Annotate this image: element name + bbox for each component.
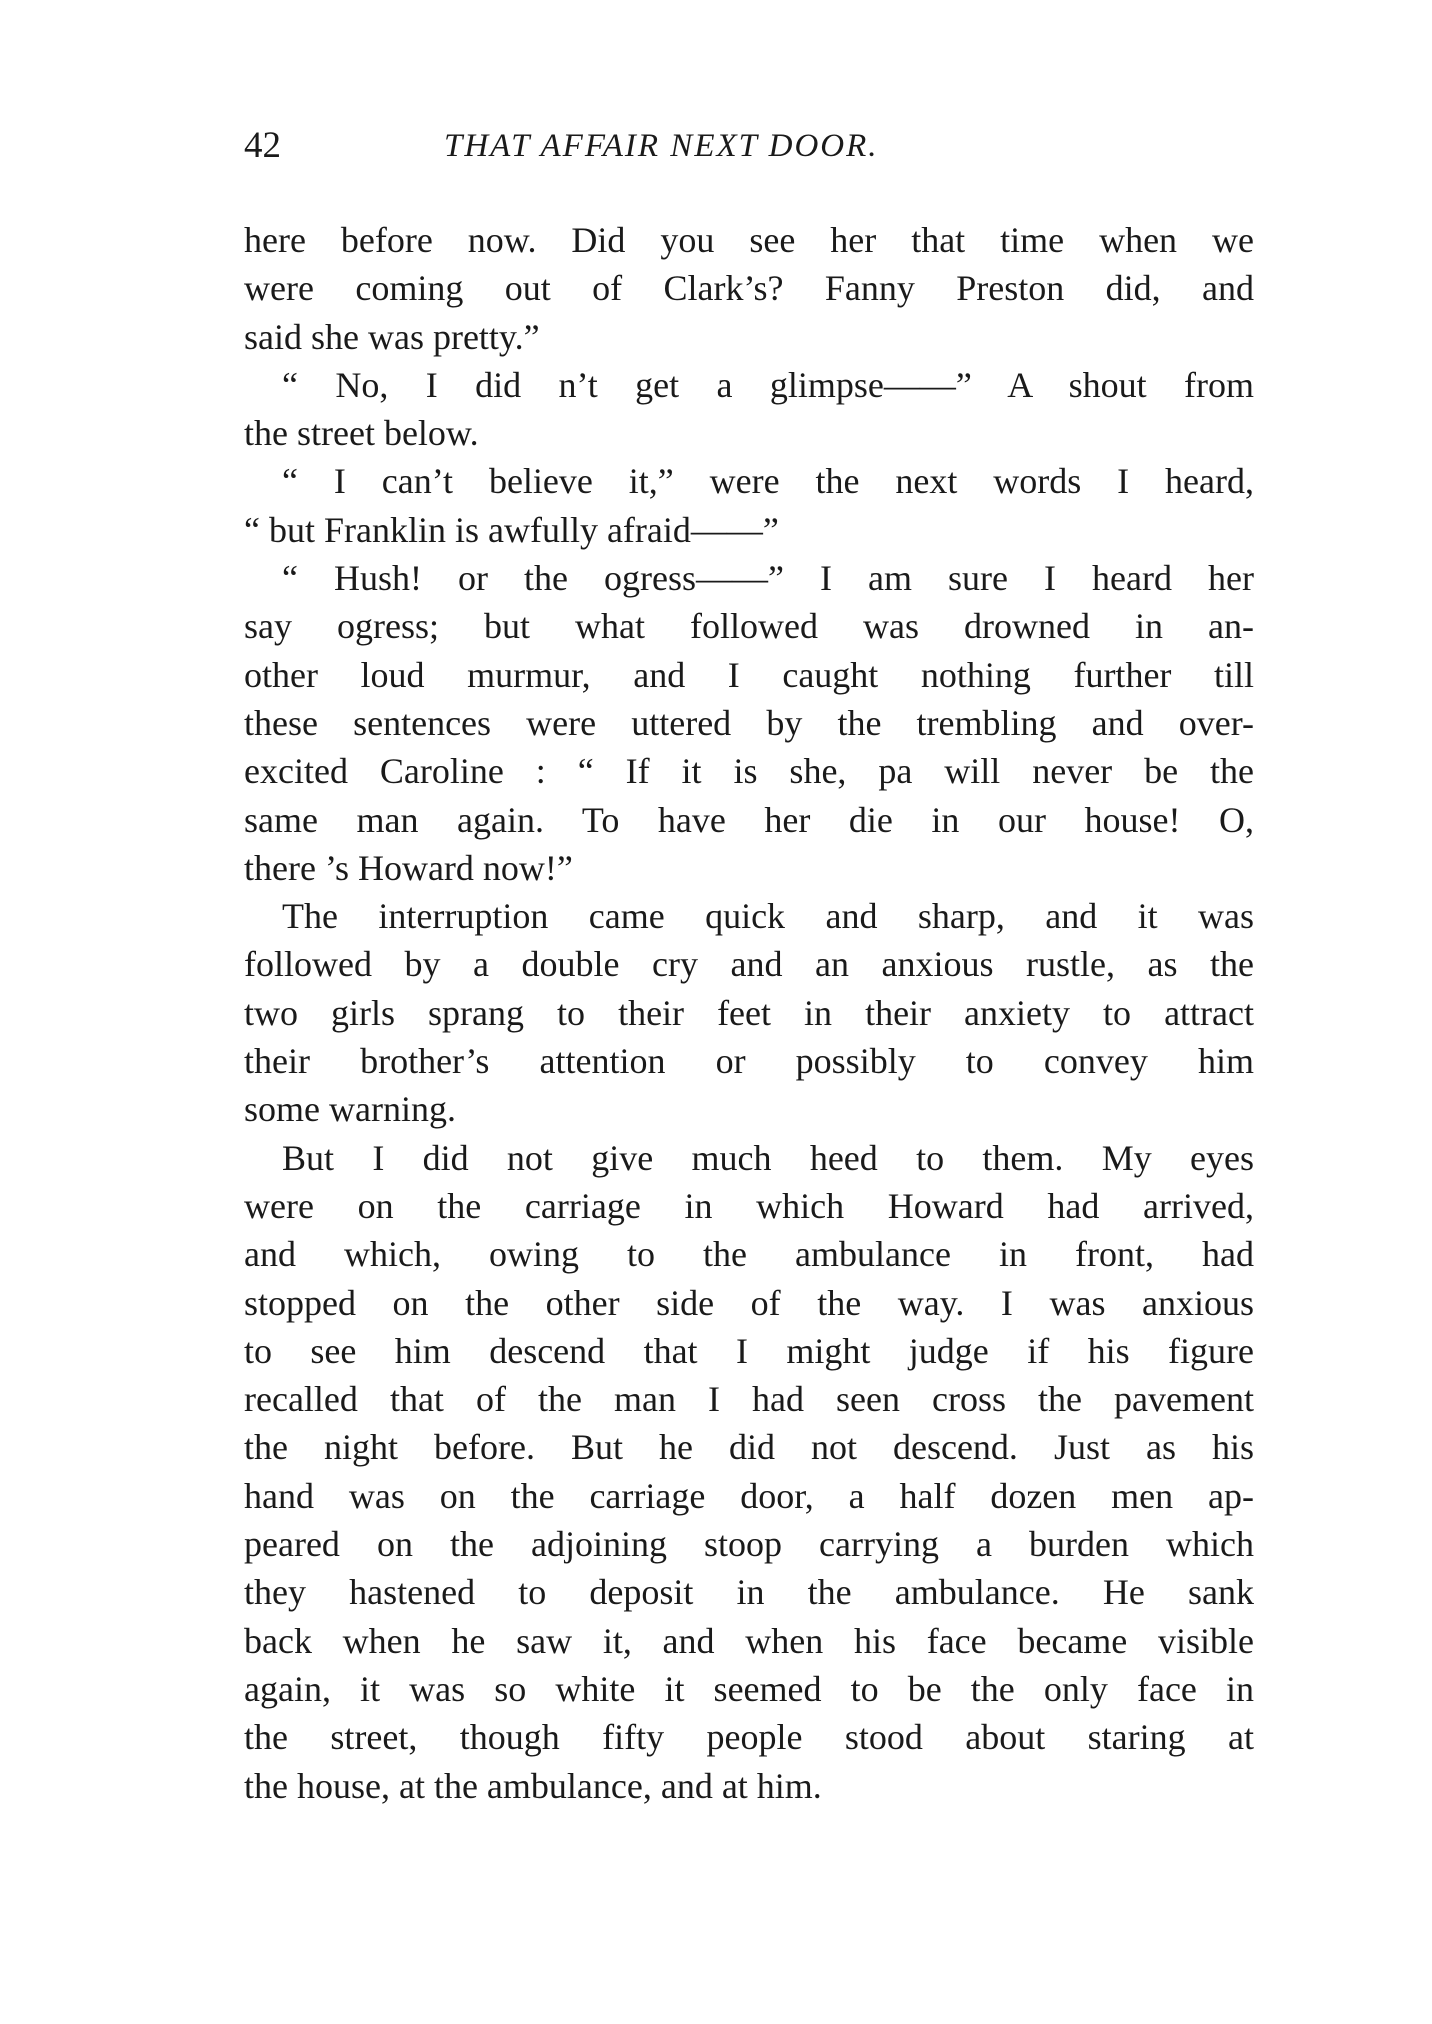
text-line: “ I can’t believe it,” were the next words I heard, <box>282 461 1254 502</box>
text-line: other loud murmur, and I caught nothing further till <box>244 654 1254 695</box>
text-line: some warning. <box>244 1089 456 1130</box>
text-line: same man again. To have her die in our house! O, <box>244 799 1254 840</box>
page-number: 42 <box>244 125 281 166</box>
text-line: were coming out of Clark’s? Fanny Preston did, and <box>244 268 1254 309</box>
text-line: they hastened to deposit in the ambulance. He sank <box>244 1572 1254 1613</box>
text-line: back when he saw it, and when his face became visible <box>244 1620 1254 1661</box>
text-line: The interruption came quick and sharp, and it was <box>282 896 1254 937</box>
text-line: “ Hush! or the ogress——” I am sure I heard her <box>282 558 1254 599</box>
text-line: the night before. But he did not descend. Just as his <box>244 1427 1254 1468</box>
text-line: peared on the adjoining stoop carrying a burden which <box>244 1524 1254 1565</box>
text-line: recalled that of the man I had seen cross the pavement <box>244 1379 1254 1420</box>
body-text <box>244 216 1254 1810</box>
text-line: excited Caroline : “ If it is she, pa will never be the <box>244 751 1254 792</box>
text-line: stopped on the other side of the way. I was anxious <box>244 1282 1254 1323</box>
running-title: THAT AFFAIR NEXT DOOR. <box>444 128 879 164</box>
text-line: there ’s Howard now!” <box>244 847 573 888</box>
running-head <box>244 122 1254 170</box>
text-line: “ No, I did n’t get a glimpse——” A shout from <box>282 364 1254 405</box>
text-line: to see him descend that I might judge if his figure <box>244 1330 1254 1371</box>
text-line: these sentences were uttered by the trembling and over- <box>244 702 1254 743</box>
text-line: and which, owing to the ambulance in front, had <box>244 1234 1254 1275</box>
text-line: said she was pretty.” <box>244 316 540 357</box>
text-line: “ but Franklin is awfully afraid——” <box>244 509 779 550</box>
text-line: again, it was so white it seemed to be the only face in <box>244 1668 1254 1709</box>
text-line: two girls sprang to their feet in their anxiety to attract <box>244 992 1254 1033</box>
text-line: But I did not give much heed to them. My eyes <box>282 1137 1254 1178</box>
text-line: the street, though fifty people stood about staring at <box>244 1717 1254 1758</box>
text-line: followed by a double cry and an anxious rustle, as the <box>244 944 1254 985</box>
text-line: their brother’s attention or possibly to convey him <box>244 1041 1254 1082</box>
text-line: say ogress; but what followed was drowned in an- <box>244 606 1254 647</box>
text-line: the house, at the ambulance, and at him. <box>244 1765 822 1806</box>
text-line: were on the carriage in which Howard had arrived, <box>244 1185 1254 1226</box>
text-line: the street below. <box>244 413 479 454</box>
text-line: hand was on the carriage door, a half dozen men ap- <box>244 1475 1254 1516</box>
text-line: here before now. Did you see her that time when we <box>244 220 1254 260</box>
